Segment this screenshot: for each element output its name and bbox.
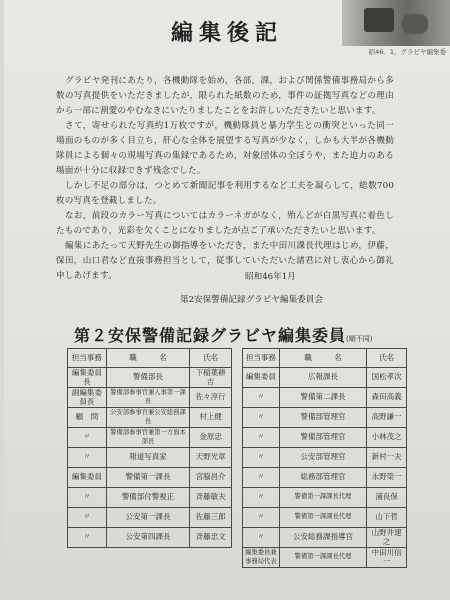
duty-cell: 〃	[243, 408, 280, 428]
page-title: 編集後記	[170, 20, 283, 46]
name-cell: 山下哲	[367, 508, 407, 528]
duty-cell: 〃	[68, 528, 107, 548]
table-row	[243, 408, 407, 428]
name-cell: 宮脇昌介	[190, 468, 232, 488]
table-row	[68, 528, 232, 548]
table-header-row	[243, 349, 407, 368]
duty-cell: 〃	[68, 448, 107, 468]
paragraph: しかし不足の部分は，つとめて新聞記事を利用するなど工夫を凝らして，総数700枚の写真を登載しました。	[56, 181, 394, 206]
paragraph: 編集にあたって天野先生の御指導をいただき，また中田川課長代理はじめ，伊藤，保田，山口君など直接事務担当として，従事していただいた諸君に対し衷心から御礼申しあげます。	[56, 241, 394, 281]
page	[4, 0, 450, 600]
duty-cell: 〃	[243, 468, 280, 488]
position-cell: 公安部参事官兼公安総務課長	[106, 408, 189, 428]
name-cell: 山野井建之	[367, 528, 407, 548]
table-row	[68, 508, 232, 528]
position-cell: 警備第一課課長代理	[279, 508, 366, 528]
name-cell: 永野榮一	[367, 468, 407, 488]
table-row	[68, 388, 232, 408]
name-cell: 天野光章	[190, 448, 232, 468]
table-row	[68, 488, 232, 508]
column-header: 担当事務	[243, 349, 280, 368]
paragraph: なお，前段のカラー写真についてはカラーネガがなく，殆んどが白黒写真に着色したものであり，光彩を欠くことになりましたが点ご了承いただきたいと思います。	[56, 211, 394, 236]
paragraph: グラビヤ発刊にあたり，各機動隊を始め，各部，課，および関係警備事務局から多数の写真提供をいただきましたが，限られた紙数のため，事件の証拠写真などの理由から一部に割愛のやむなきにいたりましたことをお許しいただきたいと思います。	[56, 76, 394, 116]
duty-cell: 顧 問	[68, 408, 107, 428]
name-cell: 佐々淳行	[190, 388, 232, 408]
duty-cell: 編集委員長	[68, 368, 107, 388]
afterword-body	[56, 74, 394, 284]
table-row	[68, 368, 232, 388]
name-cell: 小林茂之	[367, 428, 407, 448]
duty-cell: 副編集委員長	[68, 388, 107, 408]
duty-cell: 〃	[243, 528, 280, 548]
position-cell: 公安第一課長	[106, 508, 189, 528]
column-header: 氏名	[367, 349, 407, 368]
name-cell: 下稲葉耕吉	[190, 368, 232, 388]
duty-cell: 〃	[68, 428, 107, 448]
table-row	[68, 448, 232, 468]
table-header-row	[68, 349, 232, 368]
roster-table-left	[67, 348, 232, 548]
position-cell: 公安第四課長	[106, 528, 189, 548]
table-row	[243, 528, 407, 548]
name-cell: 新村一夫	[367, 448, 407, 468]
position-cell: 警備第一課長	[106, 468, 189, 488]
table-row	[243, 548, 407, 568]
column-header: 担当事務	[68, 349, 107, 368]
name-cell: 中田川信一	[367, 548, 407, 568]
duty-cell: 〃	[68, 488, 107, 508]
duty-cell: 編集委員兼事務局代表	[243, 548, 280, 568]
name-cell: 高野謙一	[367, 408, 407, 428]
paragraph: さて，寄せられた写真約1万枚ですが，機動隊員と暴力学生との衝突といった同一場面のものが多く目立ち，肝心な全体を展望する写真が少なく，しかも大半が各機動隊員による個々の現場写真の集録であるため，対象団体の全ぼうや，また迫力のある場面が十分に収録できず残念でした。	[56, 121, 394, 176]
photo-caption: 昭46．1，グラビヤ編集委	[368, 48, 446, 56]
name-cell: 斉藤敏夫	[190, 488, 232, 508]
name-cell: 斉藤忠文	[190, 528, 232, 548]
table-row	[243, 448, 407, 468]
committee-signature: 第2安保警備記録グラビヤ編集委員会	[180, 295, 323, 305]
position-cell: 警備部長	[106, 368, 189, 388]
name-cell: 浦良保	[367, 488, 407, 508]
position-cell: 広報課長	[279, 368, 366, 388]
name-cell: 佐藤三郎	[190, 508, 232, 528]
roster-table-right	[242, 348, 407, 568]
column-header: 職 名	[106, 349, 189, 368]
table-row	[243, 508, 407, 528]
roster-title-note: (順不同)	[346, 335, 373, 343]
position-cell: 警備部管理官	[279, 428, 366, 448]
roster-title-text: 第２安保警備記録グラビヤ編集委員	[74, 326, 347, 345]
table-row	[243, 468, 407, 488]
position-cell: 総務部管理官	[279, 468, 366, 488]
duty-cell: 〃	[243, 508, 280, 528]
name-cell: 国松孝次	[367, 368, 407, 388]
table-row	[243, 388, 407, 408]
duty-cell: 編集委員	[243, 368, 280, 388]
position-cell: 警備部付警視正	[106, 488, 189, 508]
position-cell: 報道写真家	[106, 448, 189, 468]
position-cell: 警備部管理官	[279, 408, 366, 428]
column-header: 職 名	[279, 349, 366, 368]
roster-title	[74, 323, 372, 346]
position-cell: 警備第一課課長代理	[279, 548, 366, 568]
position-cell: 公安総務課指導官	[279, 528, 366, 548]
table-row	[68, 428, 232, 448]
position-cell: 警備部参事官兼人事第一課長	[106, 388, 189, 408]
duty-cell: 〃	[68, 508, 107, 528]
position-cell: 警備第二課長	[279, 388, 366, 408]
table-row	[243, 428, 407, 448]
name-cell: 森田高義	[367, 388, 407, 408]
name-cell: 金原忠	[190, 428, 232, 448]
column-header: 氏名	[190, 349, 232, 368]
duty-cell: 〃	[243, 488, 280, 508]
duty-cell: 編集委員	[68, 468, 107, 488]
position-cell: 警備第一課課長代理	[279, 488, 366, 508]
table-row	[68, 408, 232, 428]
duty-cell: 〃	[243, 448, 280, 468]
table-row	[68, 468, 232, 488]
table-row	[243, 488, 407, 508]
name-cell: 村上健	[190, 408, 232, 428]
duty-cell: 〃	[243, 388, 280, 408]
position-cell: 警備部参事官兼第一方面本部長	[106, 428, 189, 448]
duty-cell: 〃	[243, 428, 280, 448]
table-row	[243, 368, 407, 388]
date-line: 昭和46年1月	[245, 272, 296, 282]
position-cell: 公安部管理官	[279, 448, 366, 468]
